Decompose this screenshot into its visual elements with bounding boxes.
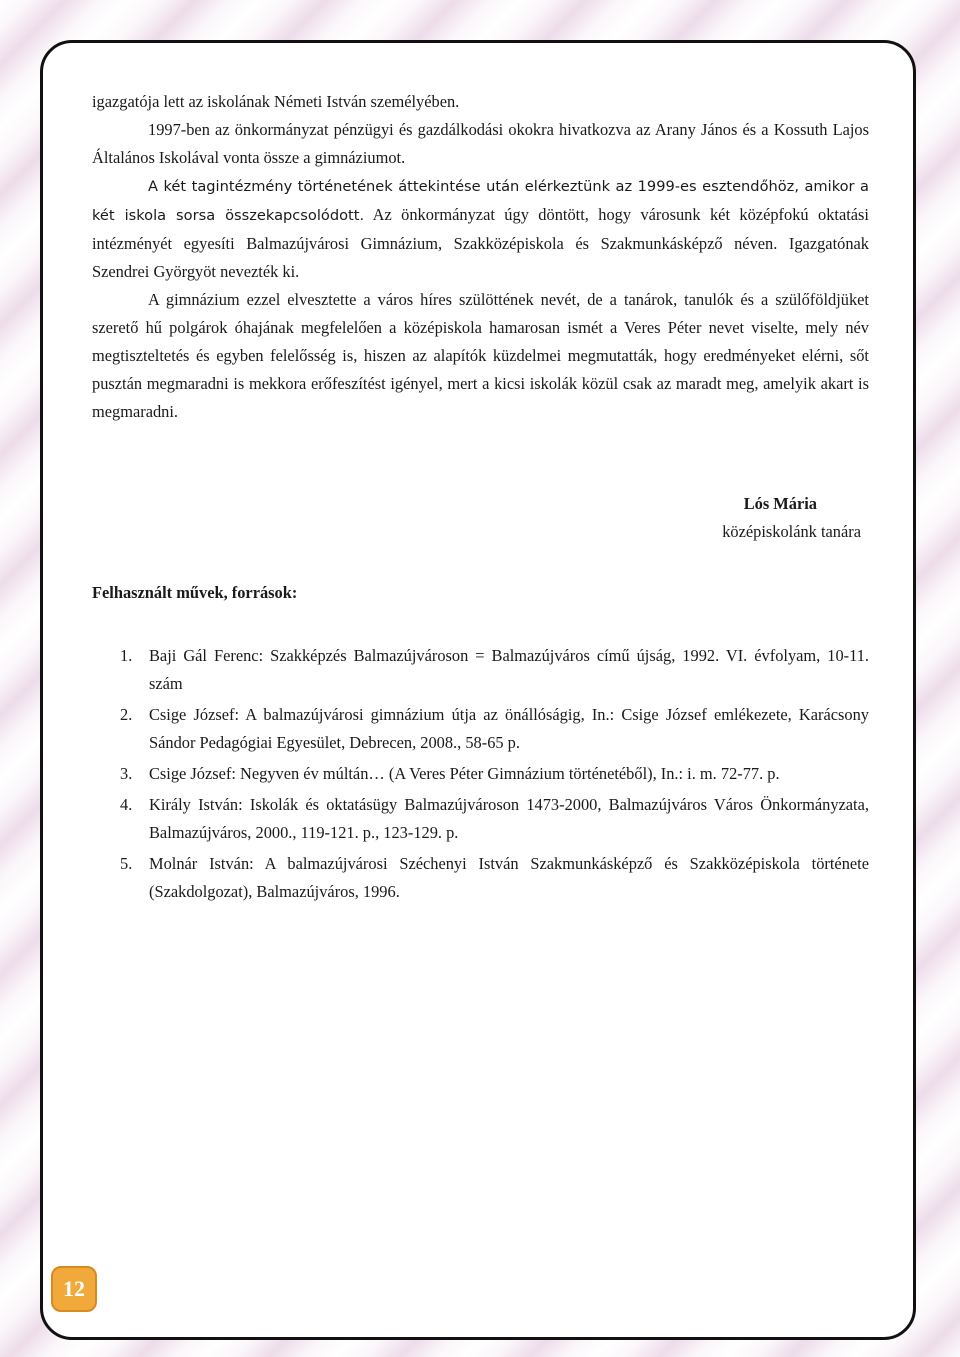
author-name: Lós Mária — [743, 494, 817, 513]
page-number-badge: 12 — [51, 1266, 97, 1312]
paragraph-2: 1997-ben az önkormányzat pénzügyi és gazdálkodási okokra hivatkozva az Arany János és a Kossuth Lajos Általános Iskolával vonta össze a gimnáziumot. — [92, 120, 869, 167]
list-item — [92, 642, 869, 698]
list-item — [92, 791, 869, 847]
list-item — [92, 760, 869, 788]
list-item-number: 2. — [120, 705, 133, 724]
list-item-text: Molnár István: A balmazújvárosi Széchenyi István Szakmunkásképző és Szakközépiskola története (Szakdolgozat), Balmazújváros, 1996. — [149, 854, 869, 901]
list-item-number: 1. — [120, 646, 133, 665]
paragraph-3-part-b: Az önkormányzat úgy döntött, hogy városunk két középfokú oktatási intézményét egyesíti Balmazújvárosi Gimnázium, Szakközépiskola és Szakmunkásképző néven. Igazgatónak Szendrei Györgyöt nevezték ki. — [92, 205, 869, 281]
list-item-text: Király István: Iskolák és oktatásügy Balmazújvároson 1473-2000, Balmazújváros Város Önkormányzata, Balmazújváros, 2000., 119-121. p., 123-129. p. — [149, 795, 869, 842]
list-item-number: 4. — [120, 795, 133, 814]
list-item — [92, 701, 869, 757]
list-item-number: 3. — [120, 764, 133, 783]
author-signature — [92, 490, 861, 546]
list-item-text: Baji Gál Ferenc: Szakképzés Balmazújvároson = Balmazújváros című újság, 1992. VI. évfolyam, 10-11. szám — [149, 646, 869, 693]
list-item-number: 5. — [120, 854, 133, 873]
paragraph-1: igazgatója lett az iskolának Németi István személyében. — [92, 92, 460, 111]
article-body — [92, 88, 869, 426]
list-item — [92, 850, 869, 906]
sources-heading: Felhasznált művek, források: — [92, 583, 298, 602]
paragraph-4: A gimnázium ezzel elvesztette a város híres szülöttének nevét, de a tanárok, tanulók és a szülőföldjüket szerető hű polgárok óhajának megfelelően a középiskola hamarosan ismét a Veres Péter nevet viselte, mely név megtiszteltetés és egyben felelősség is, hiszen az alapítók küzdelmei megmutatták, hogy eredményeket elérni, sőt pusztán megmaradni is mekkora erőfeszítést igényel, mert a kicsi iskolák közül csak az maradt meg, amelyik akart is megmaradni. — [92, 290, 869, 421]
paragraph-3 — [92, 172, 869, 286]
sources-list — [92, 642, 869, 909]
author-role: középiskolánk tanára — [722, 522, 861, 541]
list-item-text: Csige József: A balmazújvárosi gimnázium útja az önállóságig, In.: Csige József emlékezete, Karácsony Sándor Pedagógiai Egyesület, Debrecen, 2008., 58-65 p. — [149, 705, 869, 752]
paragraph-3-part-a: A két tagintézmény történetének áttekintése után elérkeztünk az 1999-es esztendőhöz, amikor a két iskola sorsa összekapcsolódott. — [92, 178, 869, 224]
list-item-text: Csige József: Negyven év múltán… (A Veres Péter Gimnázium történetéből), In.: i. m. 72-77. p. — [149, 764, 780, 783]
